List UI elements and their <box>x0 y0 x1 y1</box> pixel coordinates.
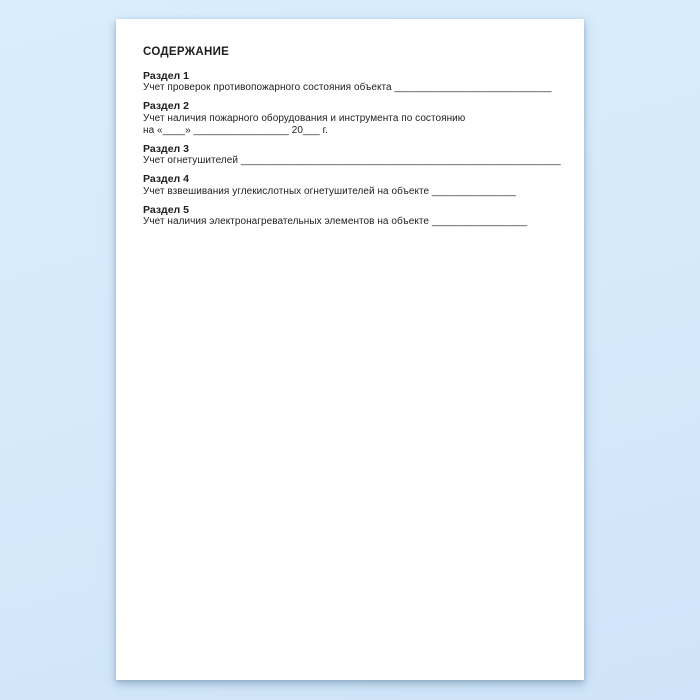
section-1-heading: Раздел 1 <box>143 70 189 82</box>
section-2-heading: Раздел 2 <box>143 100 189 113</box>
document-page <box>116 19 584 680</box>
section-4-heading: Раздел 4 <box>143 173 189 186</box>
toc-section-4 <box>143 173 557 198</box>
toc-section-2 <box>143 100 557 137</box>
section-5-line: Учет наличия электронагревательных элементов на объекте _________________ <box>143 216 528 228</box>
section-5-heading: Раздел 5 <box>143 203 189 216</box>
toc-section-1 <box>143 70 557 95</box>
section-3-heading: Раздел 3 <box>143 143 189 156</box>
toc-section-3 <box>143 143 561 168</box>
toc-section-5 <box>143 204 557 229</box>
document-content <box>116 19 584 228</box>
section-1-line: Учет проверок противопожарного состояния объекта ____________________________ <box>143 82 552 94</box>
section-2-line-2: на «____» _________________ 20___ г. <box>143 125 328 137</box>
section-3-line: Учет огнетушителей _________________________________________________________ <box>143 155 561 167</box>
document-title: СОДЕРЖАНИЕ <box>143 46 230 58</box>
section-4-line: Учет взвешивания углекислотных огнетушителей на объекте _______________ <box>143 185 517 197</box>
section-2-line-1: Учет наличия пожарного оборудования и инструмента по состоянию <box>143 112 466 124</box>
